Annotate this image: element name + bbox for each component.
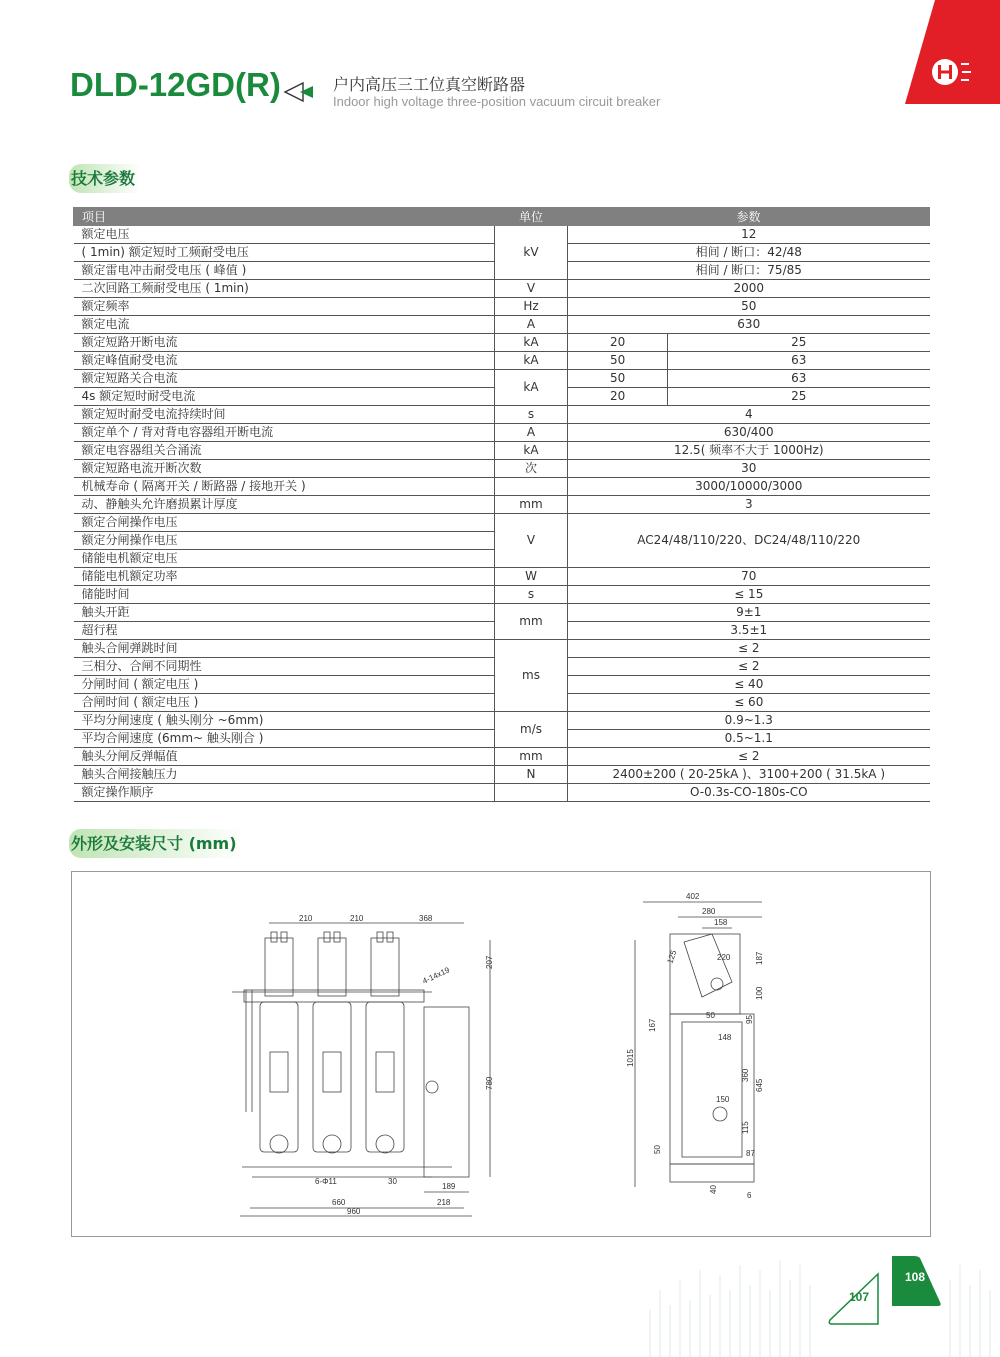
table-row <box>74 766 930 784</box>
row-value-a: 50 <box>568 352 668 370</box>
table-row <box>74 406 930 424</box>
table-row <box>74 352 930 370</box>
brand-logo <box>905 0 1000 104</box>
row-item: 触头开距 <box>74 604 495 622</box>
technical-drawing <box>72 872 930 1236</box>
header-unit: 单位 <box>495 208 568 226</box>
table-row <box>74 586 930 604</box>
play-arrow-icon <box>283 80 317 104</box>
row-value: 30 <box>568 460 930 478</box>
dim-label: 218 <box>437 1198 451 1207</box>
row-unit <box>495 478 568 496</box>
row-value: 4 <box>568 406 930 424</box>
row-value-b: 63 <box>668 352 930 370</box>
dimension-drawing <box>71 871 931 1237</box>
row-item: 二次回路工频耐受电压 ( 1min) <box>74 280 495 298</box>
row-item: 储能时间 <box>74 586 495 604</box>
row-item: 平均合闸速度 (6mm~ 触头刚合 ) <box>74 730 495 748</box>
dim-label: 360 <box>741 1068 750 1082</box>
dim-label: 125 <box>665 949 679 965</box>
row-item: 额定电压 <box>74 226 495 244</box>
section-title-tech-params: 技术参数 <box>69 164 141 193</box>
row-item: 额定短路电流开断次数 <box>74 460 495 478</box>
row-unit: kA <box>495 334 568 352</box>
row-value: 630/400 <box>568 424 930 442</box>
dim-label: 368 <box>419 914 433 923</box>
row-unit: m/s <box>495 712 568 748</box>
row-unit <box>495 784 568 802</box>
row-item: 三相分、合闸不同期性 <box>74 658 495 676</box>
row-unit: kV <box>495 226 568 280</box>
dim-label: 960 <box>347 1207 361 1216</box>
row-value-b: 25 <box>668 334 930 352</box>
dim-label: 280 <box>702 907 716 916</box>
row-value: 0.9~1.3 <box>568 712 930 730</box>
page-number-right: 108 <box>905 1270 926 1284</box>
dim-label: 167 <box>648 1018 657 1032</box>
table-row <box>74 784 930 802</box>
row-item: 触头分闸反弹幅值 <box>74 748 495 766</box>
row-unit: V <box>495 280 568 298</box>
table-header-row <box>74 208 930 226</box>
row-unit: A <box>495 316 568 334</box>
row-item: 分闸时间 ( 额定电压 ) <box>74 676 495 694</box>
row-unit: s <box>495 586 568 604</box>
row-unit: kA <box>495 442 568 460</box>
table-row <box>74 370 930 388</box>
row-item: 额定峰值耐受电流 <box>74 352 495 370</box>
row-value: ≤ 2 <box>568 640 930 658</box>
row-item: 额定分闸操作电压 <box>74 532 495 550</box>
table-row <box>74 298 930 316</box>
dim-label: 189 <box>442 1182 456 1191</box>
dim-label: 150 <box>716 1095 730 1104</box>
dim-label: 6 <box>747 1191 752 1200</box>
row-value: 2400±200 ( 20-25kA )、3100+200 ( 31.5kA ) <box>568 766 930 784</box>
row-unit: s <box>495 406 568 424</box>
table-row <box>74 604 930 622</box>
dim-label: 50 <box>706 1011 715 1020</box>
row-item: 触头合闸接触压力 <box>74 766 495 784</box>
row-value: 相间 / 断口：75/85 <box>568 262 930 280</box>
dim-label: 6-Φ11 <box>315 1177 337 1186</box>
row-item: 额定短路关合电流 <box>74 370 495 388</box>
table-row <box>74 640 930 658</box>
dim-label: 4-14x19 <box>421 965 452 986</box>
model-title: DLD-12GD(R) <box>70 66 281 103</box>
table-row <box>74 712 930 730</box>
dim-label: 95 <box>745 1015 754 1024</box>
dim-label: 115 <box>741 1121 750 1134</box>
table-row <box>74 514 930 532</box>
row-value: 3.5±1 <box>568 622 930 640</box>
dim-label: 158 <box>714 918 728 927</box>
row-value: ≤ 2 <box>568 748 930 766</box>
section-title-dimensions: 外形及安装尺寸 (mm) <box>69 829 243 858</box>
dim-label: 50 <box>653 1145 662 1154</box>
row-value: 3 <box>568 496 930 514</box>
row-item: 储能电机额定功率 <box>74 568 495 586</box>
row-value: AC24/48/110/220、DC24/48/110/220 <box>568 514 930 568</box>
header-item: 项目 <box>74 208 495 226</box>
row-value: 50 <box>568 298 930 316</box>
row-item: 额定电流 <box>74 316 495 334</box>
row-unit: kA <box>495 352 568 370</box>
dim-label: 148 <box>718 1033 732 1042</box>
row-value: O-0.3s-CO-180s-CO <box>568 784 930 802</box>
table-row <box>74 442 930 460</box>
row-value-b: 63 <box>668 370 930 388</box>
page-number-left: 107 <box>849 1290 870 1304</box>
row-item: 额定电容器组关合涌流 <box>74 442 495 460</box>
row-item: 额定单个 / 背对背电容器组开断电流 <box>74 424 495 442</box>
row-value: ≤ 40 <box>568 676 930 694</box>
row-unit: N <box>495 766 568 784</box>
dim-label: 660 <box>332 1198 346 1207</box>
dim-label: 780 <box>485 1076 494 1090</box>
decorative-stripes <box>640 1250 1000 1357</box>
table-row <box>74 748 930 766</box>
header-value: 参数 <box>568 208 930 226</box>
row-value: ≤ 60 <box>568 694 930 712</box>
parameter-table <box>73 207 930 802</box>
dim-label: 210 <box>299 914 313 923</box>
dim-label: 87 <box>746 1149 755 1158</box>
table-row <box>74 478 930 496</box>
row-unit: ms <box>495 640 568 712</box>
dim-label: 210 <box>350 914 364 923</box>
row-value: ≤ 15 <box>568 586 930 604</box>
row-value-a: 20 <box>568 388 668 406</box>
row-item: 动、静触头允许磨损累计厚度 <box>74 496 495 514</box>
row-item: 平均分闸速度 ( 触头刚分 ~6mm) <box>74 712 495 730</box>
row-value-b: 25 <box>668 388 930 406</box>
row-unit: 次 <box>495 460 568 478</box>
row-unit: kA <box>495 370 568 406</box>
table-row <box>74 280 930 298</box>
row-item: 额定频率 <box>74 298 495 316</box>
dim-label: 402 <box>686 892 700 901</box>
row-value: 630 <box>568 316 930 334</box>
row-value: 12.5( 频率不大于 1000Hz) <box>568 442 930 460</box>
table-row <box>74 226 930 244</box>
table-row <box>74 460 930 478</box>
row-unit: V <box>495 514 568 568</box>
table-row <box>74 496 930 514</box>
row-item: 额定短时耐受电流持续时间 <box>74 406 495 424</box>
row-unit: mm <box>495 604 568 640</box>
row-value: 0.5~1.1 <box>568 730 930 748</box>
row-item: 触头合闸弹跳时间 <box>74 640 495 658</box>
dim-label: 30 <box>388 1177 397 1186</box>
row-value: 12 <box>568 226 930 244</box>
dim-label: 645 <box>755 1078 764 1092</box>
row-item: 机械寿命 ( 隔离开关 / 断路器 / 接地开关 ) <box>74 478 495 496</box>
row-item: 额定合闸操作电压 <box>74 514 495 532</box>
row-unit: mm <box>495 496 568 514</box>
row-item: 额定短路开断电流 <box>74 334 495 352</box>
row-value: 3000/10000/3000 <box>568 478 930 496</box>
row-value: 70 <box>568 568 930 586</box>
row-value: ≤ 2 <box>568 658 930 676</box>
dim-label: 187 <box>755 951 764 965</box>
row-value: 相间 / 断口：42/48 <box>568 244 930 262</box>
title-chinese: 户内高压三工位真空断路器 <box>333 75 526 94</box>
dim-label: 207 <box>485 955 494 969</box>
dim-label: 220 <box>717 953 731 962</box>
table-row <box>74 316 930 334</box>
row-unit: W <box>495 568 568 586</box>
dim-label: 100 <box>755 986 764 1000</box>
row-item: 超行程 <box>74 622 495 640</box>
table-row <box>74 334 930 352</box>
side-view <box>626 892 764 1200</box>
row-item: 储能电机额定电压 <box>74 550 495 568</box>
row-unit: mm <box>495 748 568 766</box>
title-english: Indoor high voltage three-position vacuum circuit breaker <box>333 94 661 109</box>
table-row <box>74 568 930 586</box>
row-unit: A <box>495 424 568 442</box>
dim-label: 40 <box>709 1185 718 1194</box>
row-item: 合闸时间 ( 额定电压 ) <box>74 694 495 712</box>
row-item: 4s 额定短时耐受电流 <box>74 388 495 406</box>
row-value: 9±1 <box>568 604 930 622</box>
table-row <box>74 424 930 442</box>
front-view <box>232 914 494 1216</box>
row-item: 额定雷电冲击耐受电压 ( 峰值 ) <box>74 262 495 280</box>
row-value: 2000 <box>568 280 930 298</box>
row-unit: Hz <box>495 298 568 316</box>
dim-label: 1015 <box>626 1049 635 1067</box>
row-item: ( 1min) 额定短时工频耐受电压 <box>74 244 495 262</box>
row-value-a: 20 <box>568 334 668 352</box>
row-value-a: 50 <box>568 370 668 388</box>
row-item: 额定操作顺序 <box>74 784 495 802</box>
